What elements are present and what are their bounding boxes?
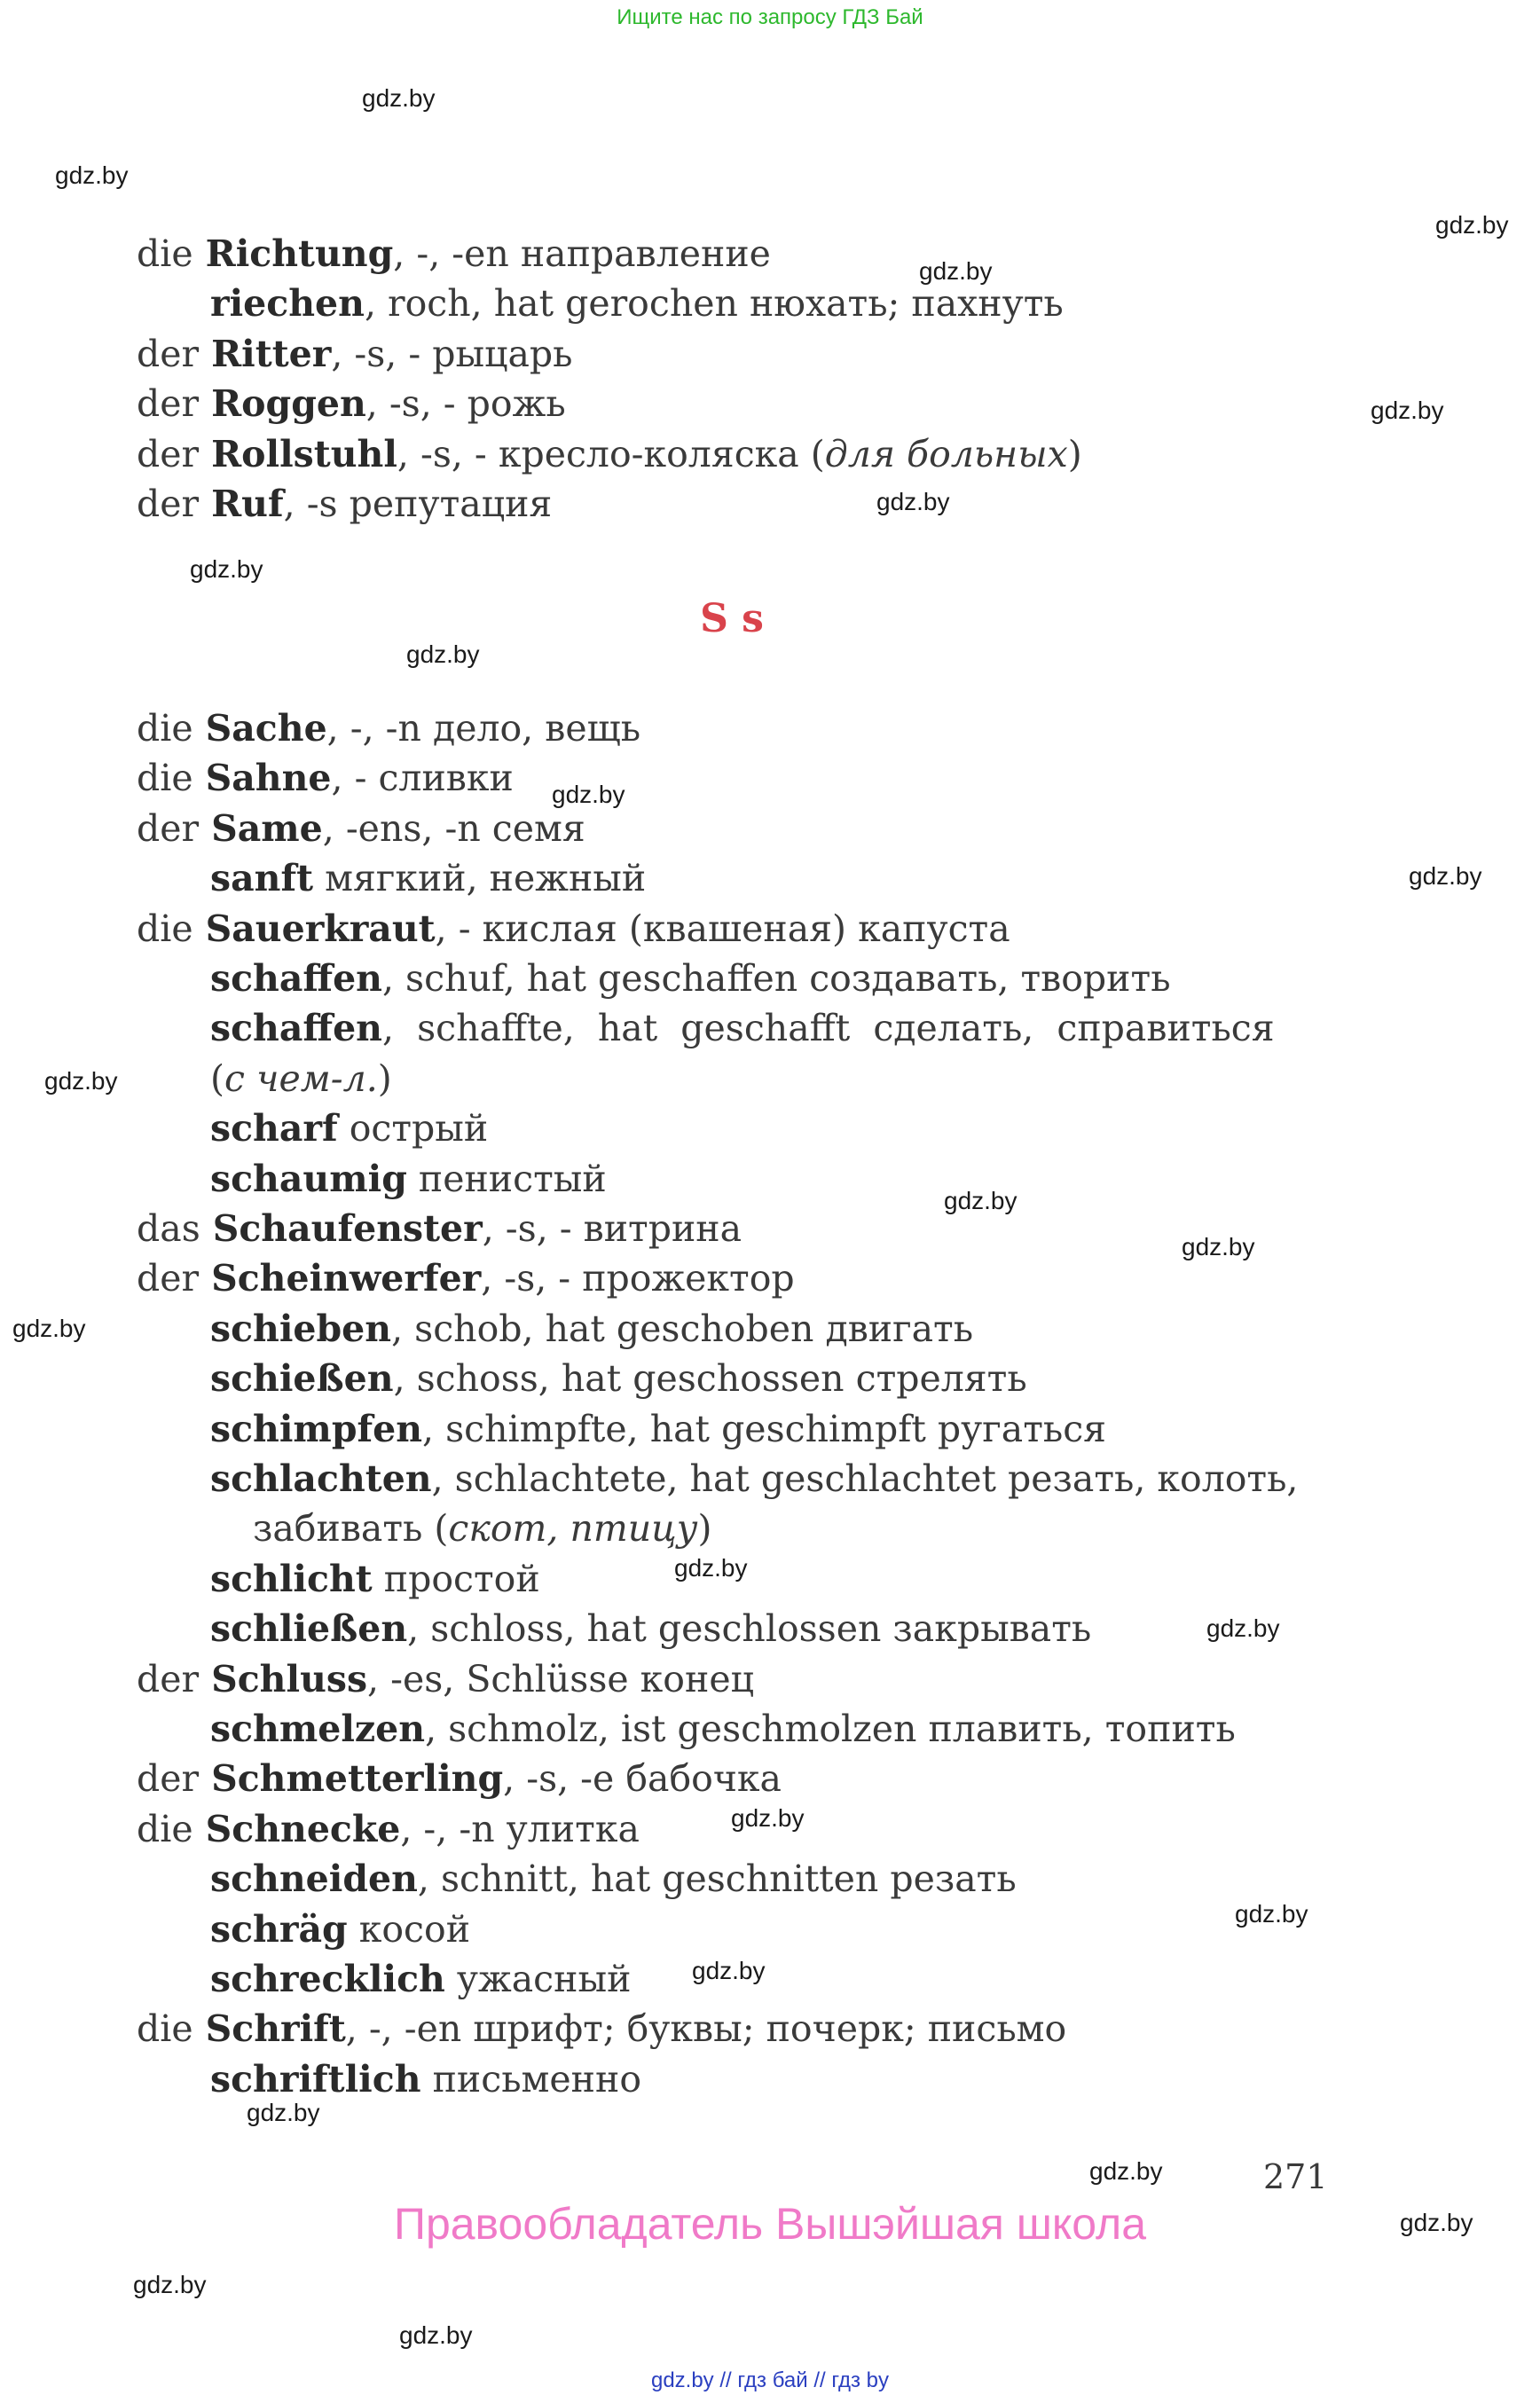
entry-definition: , -s, - рыцарь (331, 332, 573, 375)
entry-definition: , - сливки (331, 757, 514, 800)
entry-headword: Sahne (205, 757, 332, 800)
entry-headword: sanft (210, 857, 314, 900)
entry-definition: пенистый (406, 1157, 607, 1200)
entry-definition: , -, -en направление (393, 232, 771, 275)
dictionary-entry (210, 1554, 540, 1604)
dictionary-entry (137, 379, 566, 428)
dictionary-entry (210, 1904, 470, 1954)
entry-article: das (137, 1207, 200, 1250)
entry-headword: schräg (210, 1907, 348, 1951)
entry-headword: Ritter (211, 332, 332, 375)
entry-headword: schaffen (210, 957, 382, 1000)
watermark: gdz.by (692, 1957, 766, 1984)
entry-definition: , roch, hat gerochen нюхать; пахнуть (364, 282, 1064, 326)
entry-note-close: ) (377, 1056, 392, 1100)
entry-definition: , -s, -e бабочка (503, 1757, 782, 1801)
watermark: gdz.by (399, 2321, 473, 2349)
dictionary-entry (137, 703, 640, 753)
entry-headword: schriftlich (210, 2057, 421, 2101)
entry-headword: scharf (210, 1107, 338, 1150)
dictionary-entry (137, 1253, 795, 1303)
entry-definition: , schuf, hat geschaffen создавать, творить (381, 957, 1171, 1000)
entry-headword: schrecklich (210, 1958, 445, 2000)
entry-headword: schimpfen (210, 1407, 423, 1450)
entry-definition: мягкий, нежный (313, 857, 647, 900)
entry-headword: schließen (210, 1607, 408, 1651)
entry-article: die (137, 707, 193, 750)
watermark: gdz.by (133, 2271, 207, 2298)
entry-headword: schlicht (210, 1557, 373, 1600)
entry-headword: schaumig (210, 1157, 407, 1200)
entry-definition: , -es, Schlüsse конец (367, 1657, 754, 1700)
entry-headword: Same (211, 806, 323, 850)
entry-definition: , -, -n дело, вещь (326, 707, 641, 750)
watermark: gdz.by (1089, 2157, 1163, 2185)
dictionary-entry (137, 904, 1010, 954)
dictionary-entry (137, 804, 585, 853)
entry-headword: Sauerkraut (205, 907, 436, 950)
entry-definition: , schloss, hat geschlossen закрывать (407, 1607, 1092, 1651)
entry-note: скот, птицу (448, 1507, 698, 1551)
watermark: gdz.by (552, 781, 625, 808)
watermark: gdz.by (44, 1067, 118, 1095)
entry-definition: , schimpfte, hat geschimpft ругаться (422, 1407, 1107, 1450)
entry-article: die (137, 232, 193, 275)
dictionary-entry (210, 2054, 641, 2104)
entry-definition: , schaffte, hat geschafft сделать, справиться (381, 1007, 1275, 1050)
entry-headword: schaffen (210, 1007, 382, 1050)
dictionary-entry (210, 1154, 607, 1204)
entry-definition: ( (210, 1056, 224, 1100)
entry-definition: ужасный (444, 1958, 632, 2000)
watermark: gdz.by (1235, 1900, 1308, 1928)
entry-definition: , -s репутация (283, 483, 553, 525)
watermark: gdz.by (1206, 1614, 1280, 1642)
watermark: gdz.by (247, 2099, 320, 2126)
watermark: gdz.by (944, 1187, 1018, 1214)
entry-definition: письменно (420, 2057, 642, 2101)
watermark: gdz.by (55, 161, 129, 189)
dictionary-entry (210, 279, 1064, 328)
copyright-notice: Правообладатель Вышэйшая школа (394, 2199, 1146, 2249)
dictionary-entry (210, 1304, 973, 1354)
dictionary-entry (210, 853, 646, 903)
entry-headword: Roggen (211, 382, 366, 426)
watermark: gdz.by (731, 1804, 805, 1832)
entry-headword: Sache (205, 707, 327, 750)
dictionary-entry (210, 1604, 1091, 1653)
dictionary-entry (210, 1404, 1106, 1454)
entry-definition: , schmolz, ist geschmolzen плавить, топить (425, 1708, 1236, 1750)
entry-note-close: ) (1067, 432, 1082, 475)
entry-article: die (137, 907, 193, 950)
dictionary-entry (137, 753, 514, 803)
dictionary-entry (137, 329, 573, 379)
entry-definition: , schlachtete, hat geschlachtet резать, колоть, (431, 1457, 1299, 1500)
entry-article: der (137, 806, 200, 850)
entry-headword: Scheinwerfer (211, 1257, 482, 1300)
entry-article: die (137, 1807, 193, 1850)
section-letter: S s (700, 596, 764, 641)
top-banner[interactable]: Ищите нас по запросу ГДЗ Бай (617, 5, 923, 29)
dictionary-entry (137, 2004, 1066, 2054)
dictionary-entry (210, 1954, 631, 2004)
entry-article: der (137, 483, 200, 525)
entry-definition: , schob, hat geschoben двигать (391, 1307, 974, 1350)
dictionary-entry (210, 1103, 488, 1153)
entry-definition: , -s, - рожь (365, 382, 566, 426)
entry-definition: , -s, - кресло-коляска ( (397, 432, 825, 475)
dictionary-entry (137, 479, 552, 529)
entry-definition: , schoss, hat geschossen стрелять (393, 1357, 1027, 1401)
entry-headword: Ruf (211, 483, 284, 525)
entry-headword: Schluss (211, 1657, 368, 1700)
entry-headword: Schmetterling (211, 1757, 504, 1801)
entry-headword: Richtung (205, 232, 394, 275)
entry-definition: , -, -n улитка (400, 1807, 640, 1850)
entry-headword: Schaufenster (212, 1207, 483, 1250)
watermark: gdz.by (1400, 2209, 1473, 2236)
watermark: gdz.by (876, 488, 950, 515)
entry-note: для больных (824, 432, 1068, 475)
entry-headword: schlachten (210, 1457, 432, 1500)
watermark: gdz.by (1409, 862, 1482, 890)
entry-definition: , -s, - прожектор (481, 1257, 795, 1300)
page-number: 271 (1263, 2157, 1328, 2196)
entry-headword: schmelzen (210, 1708, 426, 1750)
entry-article: der (137, 1657, 200, 1700)
entry-headword: riechen (210, 282, 365, 326)
dictionary-entry (137, 1804, 640, 1854)
entry-article: der (137, 1757, 200, 1801)
dictionary-entry (210, 954, 1171, 1003)
dictionary-entry (253, 1504, 712, 1553)
entry-note-close: ) (697, 1507, 712, 1551)
dictionary-entry (137, 229, 771, 279)
entry-note: с чем-л. (224, 1056, 378, 1100)
entry-headword: Schrift (205, 2007, 346, 2051)
entry-definition: , schnitt, hat geschnitten резать (417, 1857, 1017, 1901)
entry-definition: , -, -en шрифт; буквы; почерк; письмо (345, 2007, 1067, 2051)
watermark: gdz.by (919, 257, 993, 285)
entry-article: die (137, 2007, 193, 2051)
dictionary-entry (137, 1204, 742, 1253)
entry-headword: schieben (210, 1307, 392, 1350)
entry-headword: Rollstuhl (211, 432, 397, 475)
watermark: gdz.by (1371, 397, 1444, 424)
entry-definition: простой (372, 1557, 540, 1600)
dictionary-entry (137, 1754, 782, 1803)
entry-definition: острый (337, 1107, 489, 1150)
dictionary-entry (210, 1454, 1298, 1504)
watermark: gdz.by (12, 1315, 86, 1342)
dictionary-entry (137, 429, 1082, 479)
entry-definition: забивать ( (253, 1507, 449, 1551)
bottom-links[interactable]: gdz.by // гдз бай // гдз by (650, 2368, 890, 2392)
watermark: gdz.by (1182, 1233, 1255, 1260)
watermark: gdz.by (674, 1554, 748, 1582)
entry-headword: schneiden (210, 1857, 418, 1901)
dictionary-entry (137, 1654, 754, 1704)
entry-definition: косой (347, 1907, 471, 1951)
entry-headword: Schnecke (205, 1807, 401, 1850)
entry-definition: , -ens, -n семя (322, 806, 585, 850)
watermark: gdz.by (1435, 211, 1509, 239)
entry-definition: , -s, - витрина (482, 1207, 742, 1250)
dictionary-entry (210, 1704, 1236, 1754)
entry-article: die (137, 757, 193, 800)
dictionary-entry (210, 1003, 1275, 1053)
entry-article: der (137, 332, 200, 375)
entry-article: der (137, 432, 200, 475)
entry-article: der (137, 1257, 200, 1300)
entry-definition: , - кислая (квашеная) капуста (435, 907, 1010, 950)
dictionary-entry (210, 1354, 1027, 1403)
entry-headword: schießen (210, 1357, 394, 1401)
entry-article: der (137, 382, 200, 426)
watermark: gdz.by (190, 555, 263, 583)
dictionary-entry (210, 1054, 392, 1103)
watermark: gdz.by (362, 84, 436, 112)
dictionary-entry (210, 1854, 1017, 1904)
watermark: gdz.by (406, 640, 480, 668)
